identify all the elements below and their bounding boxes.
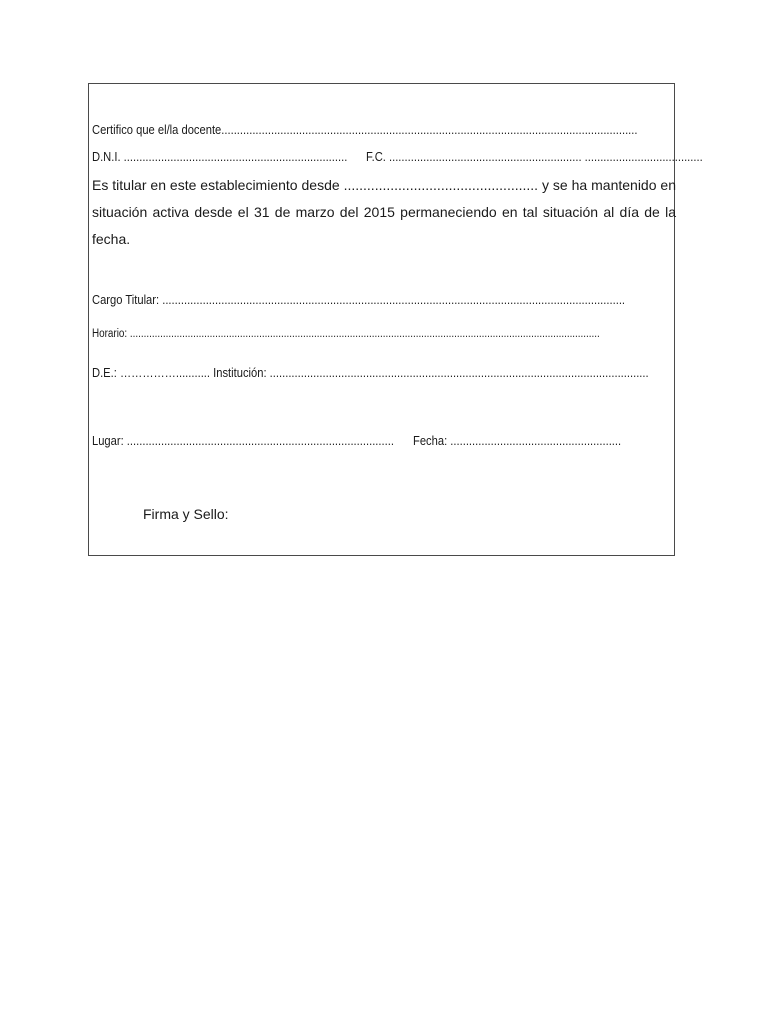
de-institucion-field: D.E.: ……………........... Institución: .......................................................................................................................... (92, 365, 649, 380)
titular-paragraph (92, 172, 676, 253)
dni-field: D.N.I. ........................................................................ (92, 149, 348, 164)
firma-y-sello-label: Firma y Sello: (143, 506, 229, 522)
lugar-field: Lugar: ...................................................................................... (92, 433, 394, 448)
titular-paragraph-text: Es titular en este establecimiento desde .................................................. y se ha mantenido en situación activa desde el 31 de marzo del 2015 permaneciendo en tal situación al día de la fecha. (92, 177, 676, 247)
cargo-titular-field: Cargo Titular: ..................................................................................................................................................... (92, 292, 626, 307)
fecha-field: Fecha: ....................................................... (413, 433, 622, 448)
horario-field: Horario: ........................................................................................................................................................................... (92, 328, 600, 340)
fc-field: F.C. .............................................................. ...................................... (366, 149, 703, 164)
docente-line: Certifico que el/la docente...................................................................................................................................... (92, 122, 638, 137)
